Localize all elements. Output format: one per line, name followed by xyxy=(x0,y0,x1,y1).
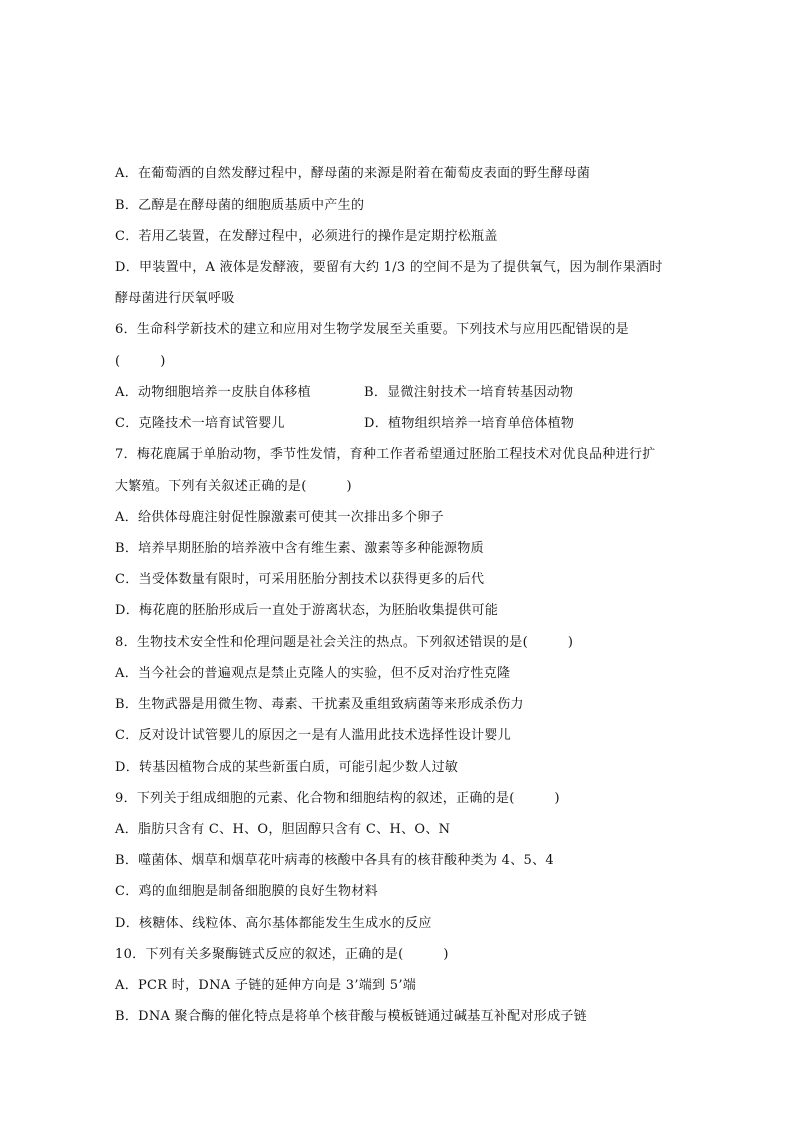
q9-stem: 9．下列关于组成细胞的元素、化合物和细胞结构的叙述，正确的是( ) xyxy=(115,791,560,806)
q8-option-c: C．反对设计试管婴儿的原因之一是有人滥用此技术选择性设计婴儿 xyxy=(115,728,511,743)
q7-option-d: D．梅花鹿的胚胎形成后一直处于游离状态，为胚胎收集提供可能 xyxy=(115,603,499,618)
q5-option-d-line2: 酵母菌进行厌氧呼吸 xyxy=(115,291,235,306)
q9-option-a: A．脂肪只含有 C、H、O，胆固醇只含有 C、H、O、N xyxy=(115,822,451,837)
q6-stem-line2: ( ) xyxy=(115,354,166,369)
q6-option-b: B．显微注射技术一培育转基因动物 xyxy=(364,385,574,400)
q9-option-d: D．核糖体、线粒体、高尔基体都能发生生成水的反应 xyxy=(115,916,432,931)
q10-option-a: A．PCR 时，DNA 子链的延伸方向是 3’端到 5’端 xyxy=(115,978,417,993)
q10-option-b: B．DNA 聚合酶的催化特点是将单个核苷酸与模板链通过碱基互补配对形成子链 xyxy=(115,1009,587,1024)
q9-option-c: C．鸡的血细胞是制备细胞膜的良好生物材料 xyxy=(115,884,378,899)
q5-option-d-line1: D．甲装置中，A 液体是发酵液，要留有大约 1/3 的空间不是为了提供氧气，因为制作果酒时 xyxy=(115,260,663,275)
q7-option-c: C．当受体数量有限时，可采用胚胎分割技术以获得更多的后代 xyxy=(115,572,485,587)
q8-option-d: D．转基因植物合成的某些新蛋白质，可能引起少数人过敏 xyxy=(115,760,459,775)
q7-stem-line1: 7．梅花鹿属于单胎动物，季节性发情，育种工作者希望通过胚胎工程技术对优良品种进行扩 xyxy=(115,447,656,462)
q7-stem-line2: 大繁殖。下列有关叙述正确的是( ) xyxy=(115,479,352,494)
q10-stem: 10．下列有关多聚酶链式反应的叙述，正确的是( ) xyxy=(115,947,449,962)
q6-option-c: C．克隆技术一培育试管婴儿 xyxy=(115,416,285,431)
q6-option-a: A．动物细胞培养一皮肤自体移植 xyxy=(115,385,311,400)
q8-option-a: A．当今社会的普遍观点是禁止克隆人的实验，但不反对治疗性克隆 xyxy=(115,666,511,681)
q5-option-a: A．在葡萄酒的自然发酵过程中，酵母菌的来源是附着在葡萄皮表面的野生酵母菌 xyxy=(115,166,591,181)
q7-option-b: B．培养早期胚胎的培养液中含有维生素、激素等多种能源物质 xyxy=(115,541,484,556)
q5-option-c: C．若用乙装置，在发酵过程中，必须进行的操作是定期拧松瓶盖 xyxy=(115,229,498,244)
q8-option-b: B．生物武器是用微生物、毒素、干扰素及重组致病菌等来形成杀伤力 xyxy=(115,697,524,712)
q6-stem-line1: 6．生命科学新技术的建立和应用对生物学发展至关重要。下列技术与应用匹配错误的是 xyxy=(115,322,629,337)
q5-option-b: B．乙醇是在酵母菌的细胞质基质中产生的 xyxy=(115,198,365,213)
q7-option-a: A．给供体母鹿注射促性腺激素可使其一次排出多个卵子 xyxy=(115,510,444,525)
q6-option-d: D．植物组织培养一培育单倍体植物 xyxy=(364,416,575,431)
q9-option-b: B．噬菌体、烟草和烟草花叶病毒的核酸中各具有的核苷酸种类为 4、5、4 xyxy=(115,853,554,868)
q8-stem: 8．生物技术安全性和伦理问题是社会关注的热点。下列叙述错误的是( ) xyxy=(115,635,574,650)
